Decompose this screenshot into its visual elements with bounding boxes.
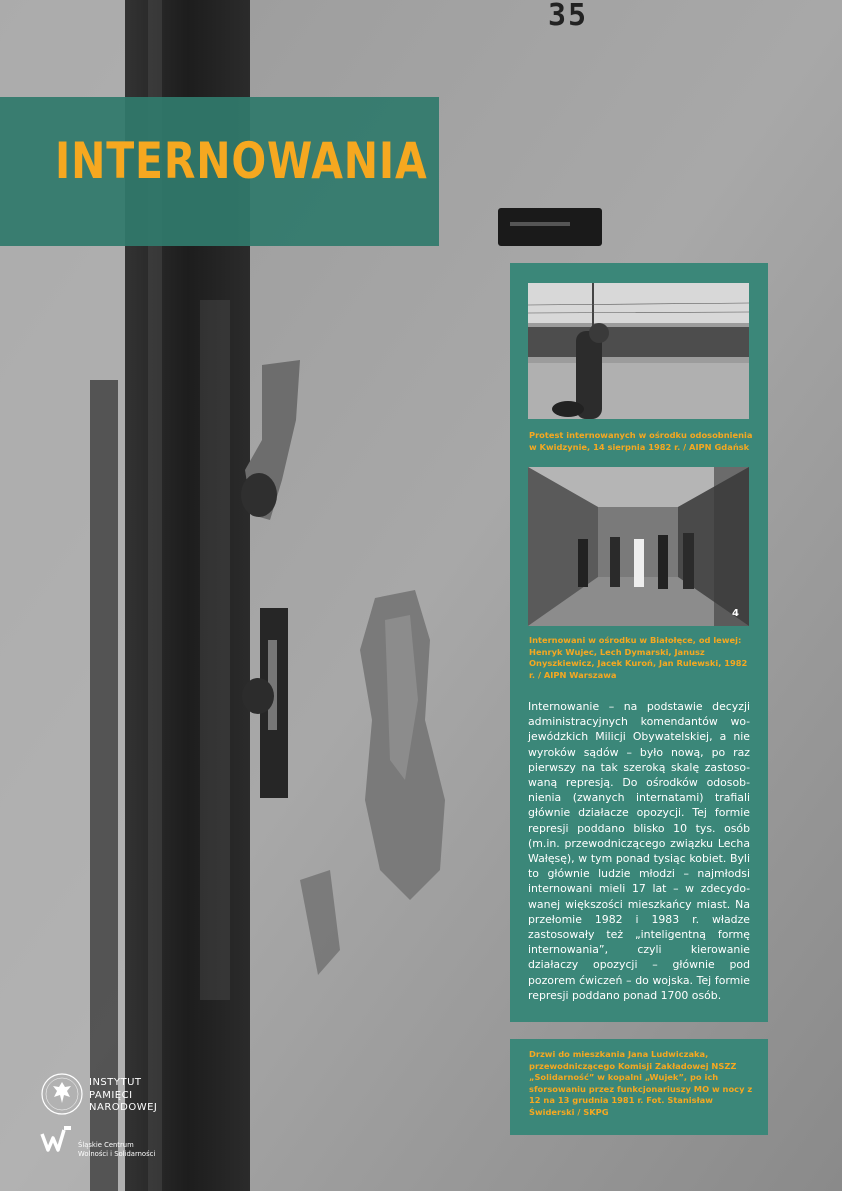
bialoleka-photo-image [528,467,749,626]
ipn-logo-text [89,1077,157,1115]
page-title: INTERNOWANIA [55,132,428,190]
caption-bialoleka: Internowani w ośrodku w Białołęce, od lewej: Henryk Wujec, Lech Dymarski, Janusz Onyszkiewicz, Jacek Kuroń, Jan Rulewski, 1982 r. / AIPN Warszawa [529,635,748,680]
page-number: 35 [548,0,589,33]
ipn-logo-line-2: PAMIĘCI [89,1089,133,1101]
kwidzyn-photo-image [528,283,749,419]
scws-logo-line-2: Wolności i Solidarności [78,1150,156,1158]
photo-bialoleka [528,467,749,626]
ipn-logo-line-1: INSTYTUT [89,1077,142,1088]
caption-kwidzyn: Protest internowanych w ośrodku odosobnienia w Kwidzynie, 14 sierpnia 1982 r. / AIPN Gdańsk [529,430,753,452]
body-text: Internowanie – na podstawie decyzji administracyjnych komendantów wojewódzkich Milicji Obywatelskiej, a nie wyroków sądów – było nową, po raz pierwszy na tak szeroką skalę zastosowaną represją. Do ośrodków odosobnienia (zwanych internatami) trafiali głównie działacze opozycji. Tej formie represji poddano blisko 10 tys. osób (m.in. przewodniczącego związku Lecha Wałęsę), w tym ponad tysiąc kobiet. Byli to głównie ludzie młodzi – najmłodsi internowani mieli 17 lat – w zdecydowanej większości mieszkańcy miast. Na przełomie 1982 i 1983 r. władze zastosowały też „inteligentną formę internowania”, czyli kierowanie działaczy opozycji – głównie pod pozorem ćwiczeń – do wojska. Tej formie represji poddano ponad 1700 osób. [528,700,750,1002]
eagle-emblem-icon [40,1072,84,1116]
scws-logo-icon [40,1124,74,1154]
scws-logo-text [78,1141,155,1159]
photo-number-badge: 4 [732,608,739,619]
scws-logo-line-1: Śląskie Centrum [78,1141,134,1149]
background-photo-caption: Drzwi do mieszkania Jana Ludwiczaka, przewodniczącego Komisji Zakładowej NSZZ „Solidarność” w kopalni „Wujek”, po ich sforsowaniu przez funkcjonariuszy MO w nocy z 12 na 13 grudnia 1981 r. Fot. Stanisław Świderski / SKPG [529,1049,753,1117]
photo-kwidzyn-protest [528,283,749,419]
ipn-logo-line-3: NARODOWEJ [89,1102,158,1113]
